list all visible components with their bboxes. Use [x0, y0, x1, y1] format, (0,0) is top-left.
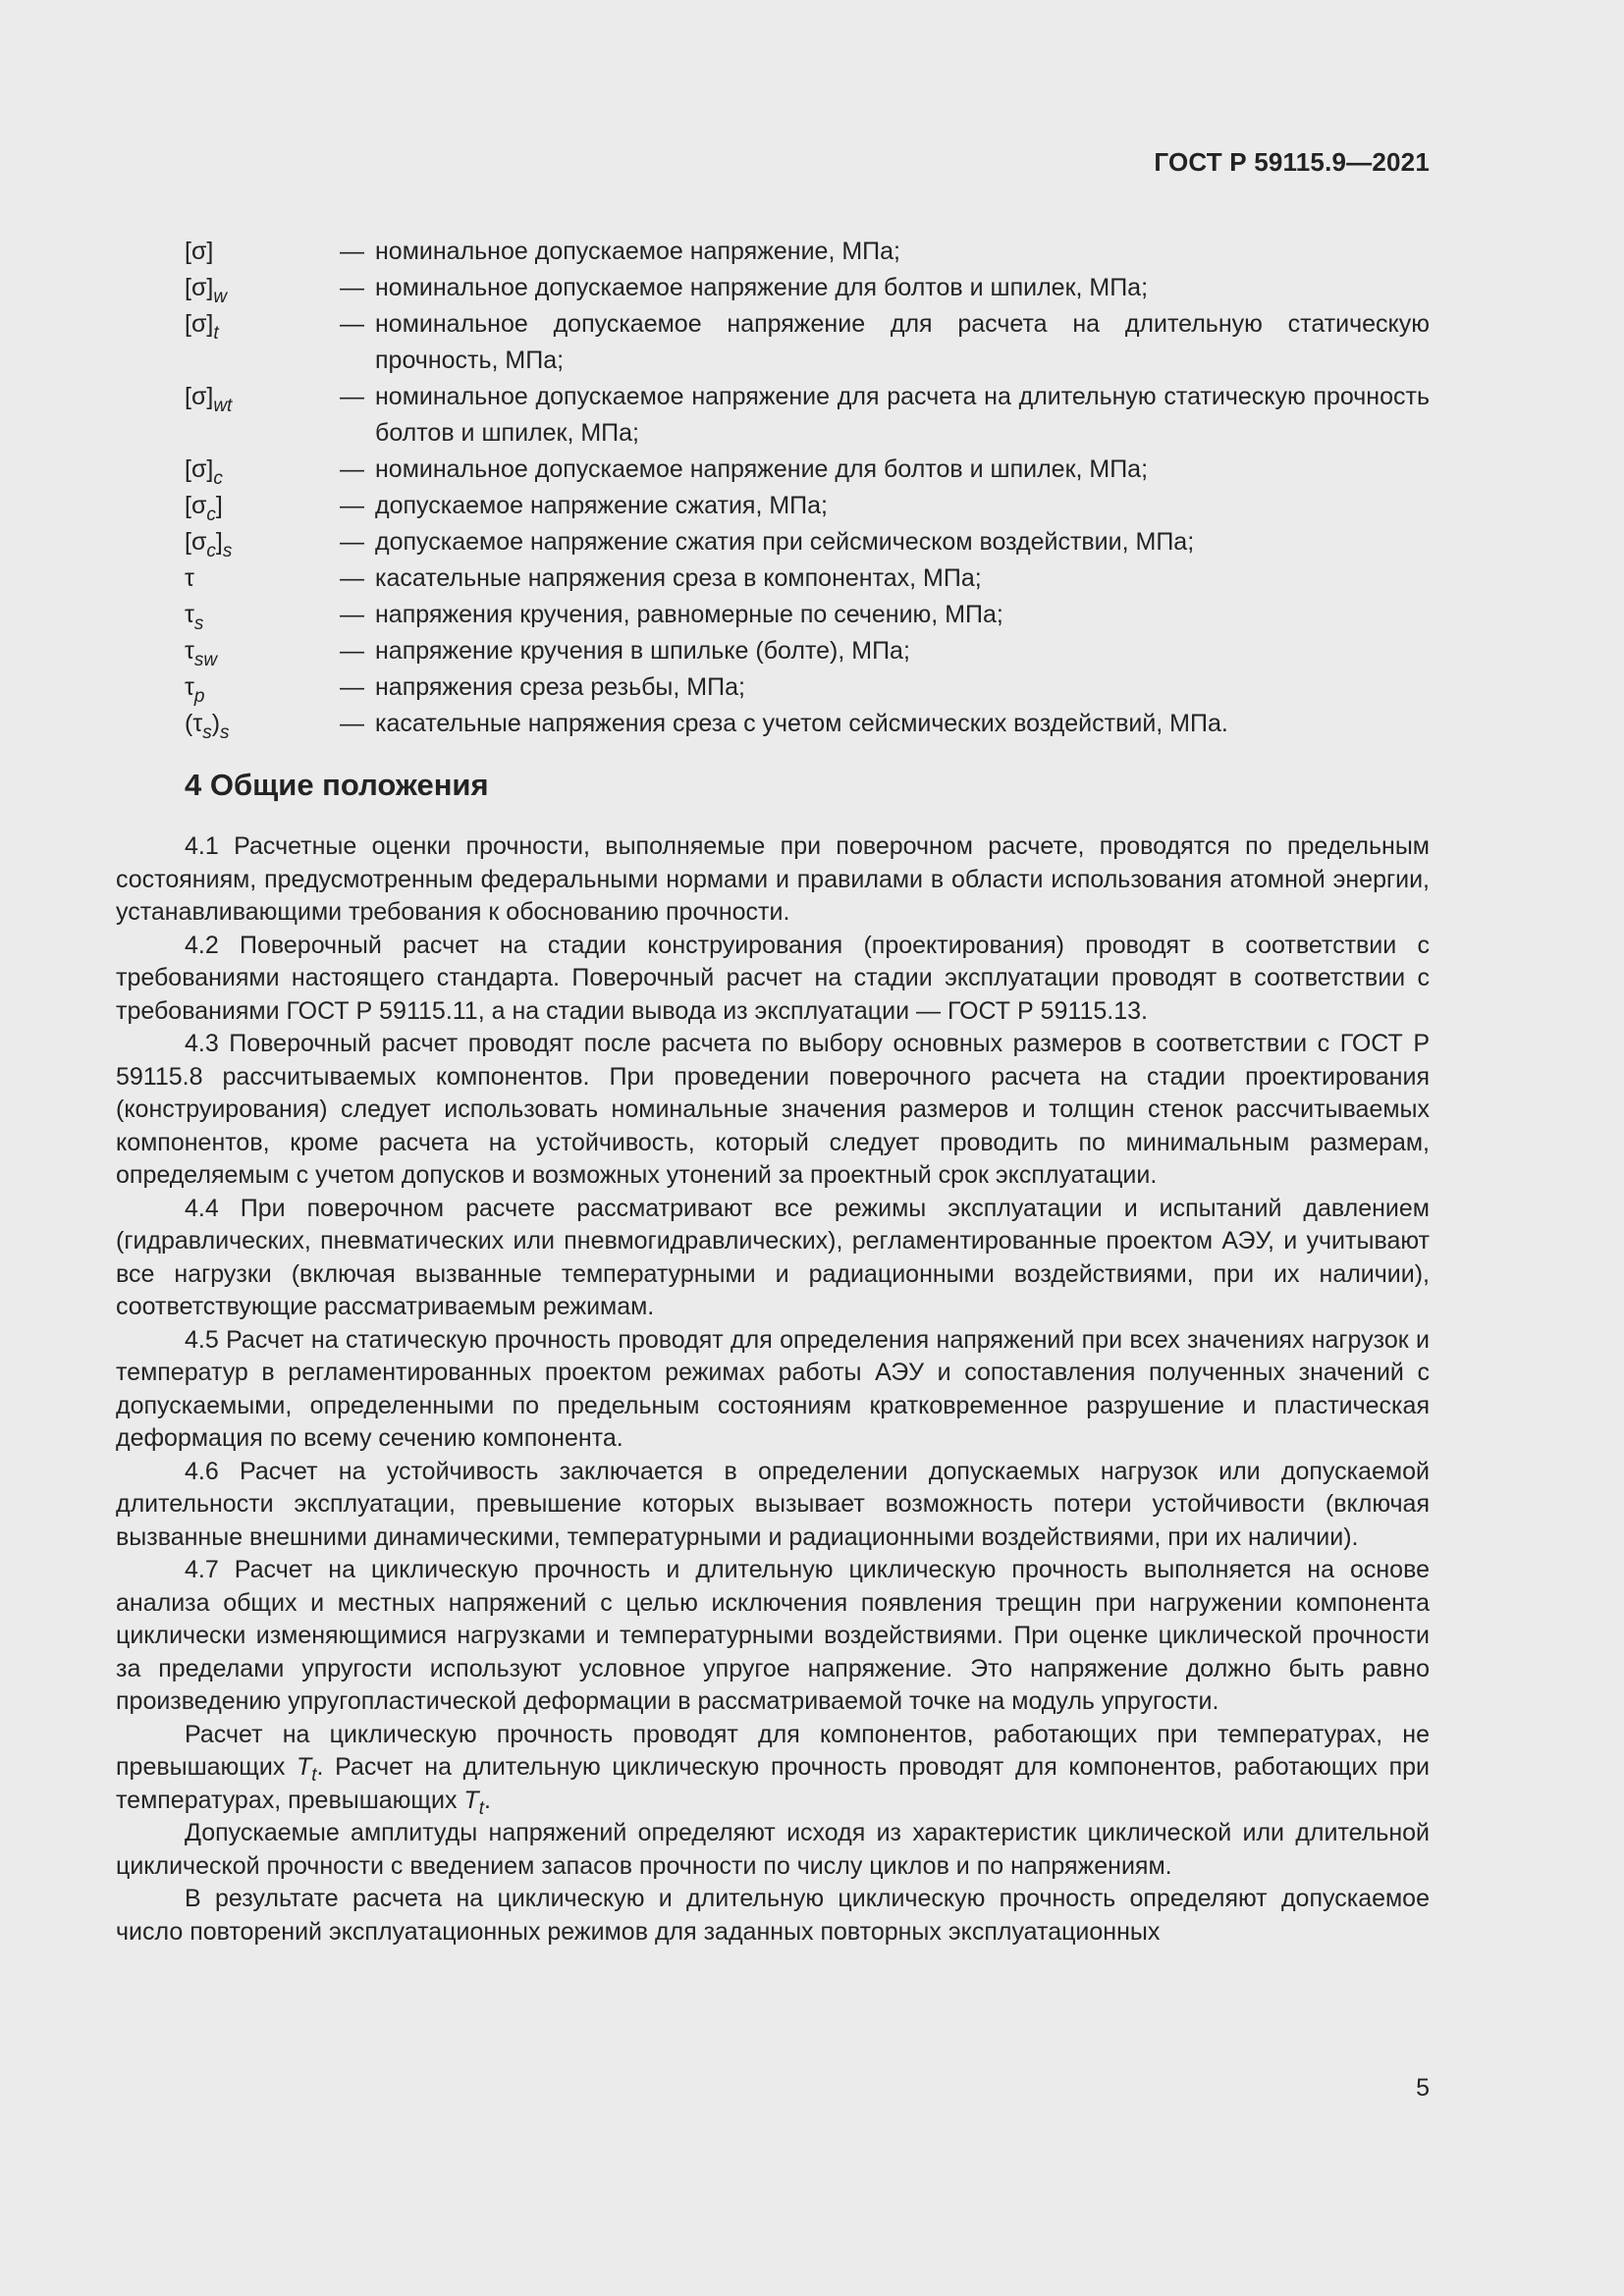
temperature-variable: T	[463, 1786, 479, 1814]
definition-symbol: τ	[185, 564, 194, 592]
paragraph-4-4: 4.4 При поверочном расчете рассматривают все режимы эксплуатации и испытаний давлением (гидравлических, пневматических или пневмогидравлических), регламентированные проектом АЭУ, и учитывают все нагрузки (включая вызванные температурными и радиационными воздействиями, при их наличии), соответствующие рассматриваемым режимам.	[116, 1194, 1430, 1320]
definition-symbol: $\tau_s$	[185, 601, 204, 634]
definition-row	[185, 306, 1430, 379]
paragraph-4-2: 4.2 Поверочный расчет на стадии конструирования (проектирования) проводят в соответствии с требованиями настоящего стандарта. Поверочный расчет на стадии эксплуатации проводят в соответствии с требованиями ГОСТ Р 59115.11, а на стадии вывода из эксплуатации — ГОСТ Р 59115.13.	[116, 931, 1430, 1025]
definition-row	[185, 234, 1430, 270]
section-title: 4 Общие положения	[185, 768, 489, 802]
definition-dash: —	[340, 601, 364, 628]
section-body	[116, 830, 1430, 1949]
definition-dash: —	[340, 383, 364, 410]
definition-symbol: $[\sigma]_w$	[185, 274, 228, 307]
definition-text: номинальное допускаемое напряжение для расчета на длительную статическую прочность болтов и шпилек, МПа;	[375, 383, 1430, 447]
definition-row	[185, 379, 1430, 452]
paragraph-4-5: 4.5 Расчет на статическую прочность проводят для определения напряжений при всех значениях нагрузок и температур в регламентированных проектом режимах работы АЭУ и сопоставления полученных значений с допускаемыми, определенными по предельным состояниям кратковременное разрушение и пластическая деформация по всему сечению компонента.	[116, 1325, 1430, 1452]
definition-text: касательные напряжения среза в компонентах, МПа;	[375, 564, 982, 592]
definition-symbol: $[\sigma_c]_s$	[185, 528, 233, 561]
definition-symbol: $[\sigma]_t$	[185, 310, 219, 344]
definition-text: напряжения кручения, равномерные по сечению, МПа;	[375, 601, 1003, 628]
definition-symbol: $[\sigma_c]$	[185, 492, 223, 525]
definition-dash: —	[340, 710, 364, 737]
definition-text: касательные напряжения среза с учетом сейсмических воздействий, МПа.	[375, 710, 1228, 737]
definition-symbol: $\tau_p$	[185, 673, 205, 707]
document-header: ГОСТ Р 59115.9—2021	[1154, 147, 1430, 177]
definition-text: напряжения среза резьбы, МПа;	[375, 673, 745, 701]
definition-dash: —	[340, 238, 364, 265]
temperature-variable: T	[296, 1753, 312, 1781]
definition-dash: —	[340, 528, 364, 556]
definition-text: номинальное допускаемое напряжение для расчета на длительную статическую прочность, МПа;	[375, 310, 1430, 374]
definition-dash: —	[340, 637, 364, 665]
definition-dash: —	[340, 310, 364, 338]
definition-row	[185, 561, 1430, 597]
definition-dash: —	[340, 564, 364, 592]
definition-row	[185, 452, 1430, 488]
definition-dash: —	[340, 492, 364, 519]
definitions-list	[185, 234, 1430, 742]
definition-dash: —	[340, 673, 364, 701]
definition-dash: —	[340, 455, 364, 483]
paragraph-cyclic-temperature: Расчет на циклическую прочность проводят для компонентов, работающих при температурах, не превышающих $T_t$. Расчет на длительную циклическую прочность проводят для компонентов, работающих при температурах, превышающих $T_t$.	[116, 1720, 1430, 1819]
paragraph-amplitudes: Допускаемые амплитуды напряжений определяют исходя из характеристик циклической или длительной циклической прочности с введением запасов прочности по числу циклов и по напряжениям.	[116, 1819, 1430, 1880]
paragraph-4-1: 4.1 Расчетные оценки прочности, выполняемые при поверочном расчете, проводятся по предельным состояниям, предусмотренным федеральными нормами и правилами в области использования атомной энергии, устанавливающими требования к обоснованию прочности.	[116, 832, 1430, 926]
definition-row	[185, 270, 1430, 306]
definition-symbol: $(\tau_s)_s$	[185, 710, 230, 743]
paragraph-4-6: 4.6 Расчет на устойчивость заключается в определении допускаемых нагрузок или допускаемой длительности эксплуатации, превышение которых вызывает возможность потери устойчивости (включая вызванные внешними динамическими, температурными и радиационными воздействиями, при их наличии).	[116, 1457, 1430, 1551]
definition-text: напряжение кручения в шпильке (болте), МПа;	[375, 637, 910, 665]
definition-text: допускаемое напряжение сжатия, МПа;	[375, 492, 828, 519]
definition-symbol: $\tau_{sw}$	[185, 637, 218, 670]
definition-row	[185, 597, 1430, 633]
definition-text: номинальное допускаемое напряжение для болтов и шпилек, МПа;	[375, 455, 1149, 483]
definition-symbol: [σ]	[185, 238, 214, 265]
page-number: 5	[1416, 2074, 1430, 2102]
definition-symbol: $[\sigma]_c$	[185, 455, 223, 489]
paragraph-4-7: 4.7 Расчет на циклическую прочность и длительную циклическую прочность выполняется на основе анализа общих и местных напряжений с целью исключения появления трещин при нагружении компонента циклически изменяющимися нагрузками и температурными воздействиями. При оценке циклической прочности за пределами упругости используют условное упругое напряжение. Это напряжение должно быть равно произведению упругопластической деформации в рассматриваемой точке на модуль упругости.	[116, 1556, 1430, 1715]
paragraph-4-3: 4.3 Поверочный расчет проводят после расчета по выбору основных размеров в соответствии с ГОСТ Р 59115.8 рассчитываемых компонентов. При проведении поверочного расчета на стадии проектирования (конструирования) следует использовать номинальные значения размеров и толщин стенок рассчитываемых компонентов, кроме расчета на устойчивость, который следует проводить по минимальным размерам, определяемым с учетом допусков и возможных утонений за проектный срок эксплуатации.	[116, 1030, 1430, 1189]
definition-row	[185, 524, 1430, 561]
definition-row	[185, 669, 1430, 706]
definition-row	[185, 706, 1430, 742]
definition-symbol: $[\sigma]_{wt}$	[185, 383, 233, 416]
definition-text: номинальное допускаемое напряжение для болтов и шпилек, МПа;	[375, 274, 1149, 301]
definition-text: допускаемое напряжение сжатия при сейсмическом воздействии, МПа;	[375, 528, 1195, 556]
definition-dash: —	[340, 274, 364, 301]
definition-row	[185, 488, 1430, 524]
definition-text: номинальное допускаемое напряжение, МПа;	[375, 238, 900, 265]
paragraph-result: В результате расчета на циклическую и длительную циклическую прочность определяют допускаемое число повторений эксплуатационных режимов для заданных повторных эксплуатационных	[116, 1885, 1430, 1946]
definition-row	[185, 633, 1430, 669]
